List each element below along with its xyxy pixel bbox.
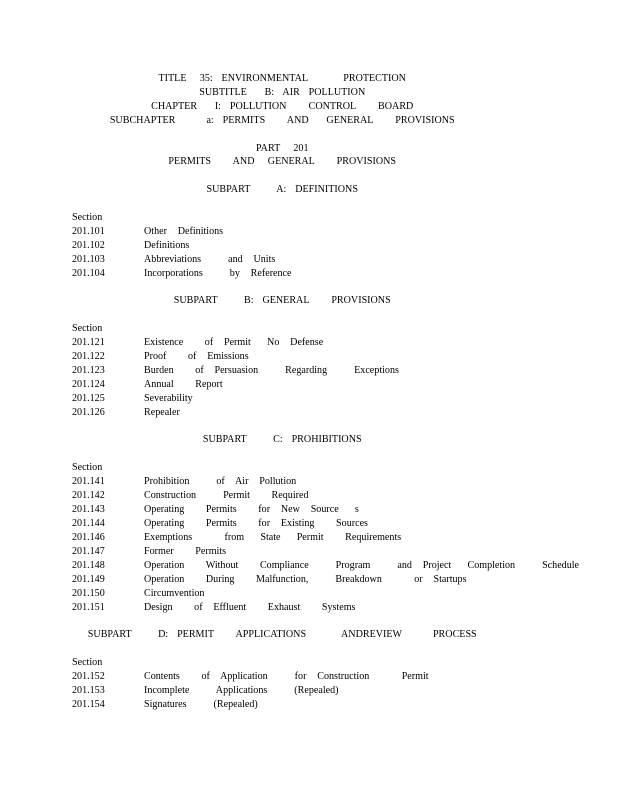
section-title: Existence of Permit No Defense (144, 337, 324, 348)
section-row (72, 670, 429, 684)
title-line: TITLE 35: ENVIRONMENTAL PROTECTION (158, 73, 406, 84)
section-title: Incomplete Applications (Repealed) (144, 685, 339, 696)
subtitle-line: SUBTITLE B: AIR POLLUTION (199, 87, 366, 98)
section-label: Section (72, 212, 103, 223)
part-name: PERMITS AND GENERAL PROVISIONS (168, 156, 397, 167)
subpart-d-heading: SUBPART D: PERMIT APPLICATIONS ANDREVIEW PROCESS (87, 629, 477, 640)
section-title: Prohibition of Air Pollution (144, 476, 297, 487)
section-row (72, 364, 399, 378)
section-title: Operation Without Compliance Program and Project Completion Schedule (144, 560, 580, 571)
section-row (72, 684, 339, 698)
section-number: 201.103 (72, 254, 105, 265)
section-title: Incorporations by Reference (144, 268, 292, 279)
section-label: Section (72, 462, 103, 473)
section-row (72, 545, 226, 559)
section-row (72, 475, 296, 489)
section-title: Operating Permits for Existing Sources (144, 518, 368, 529)
section-row (72, 503, 359, 517)
section-number: 201.122 (72, 351, 105, 362)
section-title: Operating Permits for New Source s (144, 504, 359, 515)
section-row (72, 350, 249, 364)
chapter-line: CHAPTER I: POLLUTION CONTROL BOARD (151, 101, 414, 112)
section-label: Section (72, 657, 103, 668)
section-number: 201.121 (72, 337, 105, 348)
section-number: 201.124 (72, 379, 105, 390)
section-number: 201.144 (72, 518, 105, 529)
section-number: 201.123 (72, 365, 105, 376)
section-number: 201.149 (72, 574, 105, 585)
section-title: Proof of Emissions (144, 351, 249, 362)
section-number: 201.104 (72, 268, 105, 279)
section-title: Repealer (144, 407, 180, 418)
section-number: 201.141 (72, 476, 105, 487)
section-number: 201.154 (72, 699, 105, 710)
part-number: PART 201 (255, 143, 309, 154)
section-number: 201.126 (72, 407, 105, 418)
subpart-b-heading: SUBPART B: GENERAL PROVISIONS (173, 295, 391, 306)
section-title: Former Permits (144, 546, 227, 557)
section-row (72, 392, 193, 406)
section-number: 201.150 (72, 588, 105, 599)
section-row (72, 531, 401, 545)
section-row (72, 267, 292, 281)
section-row (72, 336, 323, 350)
section-row (72, 698, 258, 712)
section-title: Circumvention (144, 588, 205, 599)
section-title: Definitions (144, 240, 190, 251)
section-number: 201.147 (72, 546, 105, 557)
section-number: 201.151 (72, 602, 105, 613)
section-row (72, 239, 189, 253)
section-row (72, 253, 275, 267)
section-title: Operation During Malfunction, Breakdown or Startups (144, 574, 467, 585)
section-number: 201.148 (72, 560, 105, 571)
section-number: 201.125 (72, 393, 105, 404)
section-row (72, 517, 368, 531)
section-row (72, 559, 579, 573)
section-number: 201.153 (72, 685, 105, 696)
section-title: Design of Effluent Exhaust Systems (144, 602, 356, 613)
section-title: Abbreviations and Units (144, 254, 276, 265)
section-title: Signatures (Repealed) (144, 699, 258, 710)
section-title: Construction Permit Required (144, 490, 309, 501)
section-title: Other Definitions (144, 226, 224, 237)
section-title: Annual Report (144, 379, 223, 390)
section-row (72, 406, 180, 420)
section-label: Section (72, 323, 103, 334)
section-row (72, 601, 355, 615)
section-number: 201.101 (72, 226, 105, 237)
subpart-c-heading: SUBPART C: PROHIBITIONS (202, 434, 362, 445)
section-number: 201.143 (72, 504, 105, 515)
section-number: 201.152 (72, 671, 105, 682)
section-number: 201.102 (72, 240, 105, 251)
subchapter-line: SUBCHAPTER a: PERMITS AND GENERAL PROVISIONS (109, 115, 455, 126)
section-row (72, 225, 223, 239)
subpart-a-heading: SUBPART A: DEFINITIONS (206, 184, 358, 195)
section-row (72, 573, 467, 587)
section-title: Contents of Application for Construction Permit (144, 671, 429, 682)
section-number: 201.142 (72, 490, 105, 501)
section-title: Burden of Persuasion Regarding Exceptions (144, 365, 399, 376)
section-title: Severability (144, 393, 193, 404)
section-row (72, 587, 204, 601)
section-number: 201.146 (72, 532, 105, 543)
section-row (72, 489, 309, 503)
section-row (72, 378, 223, 392)
section-title: Exemptions from State Permit Requirements (144, 532, 402, 543)
